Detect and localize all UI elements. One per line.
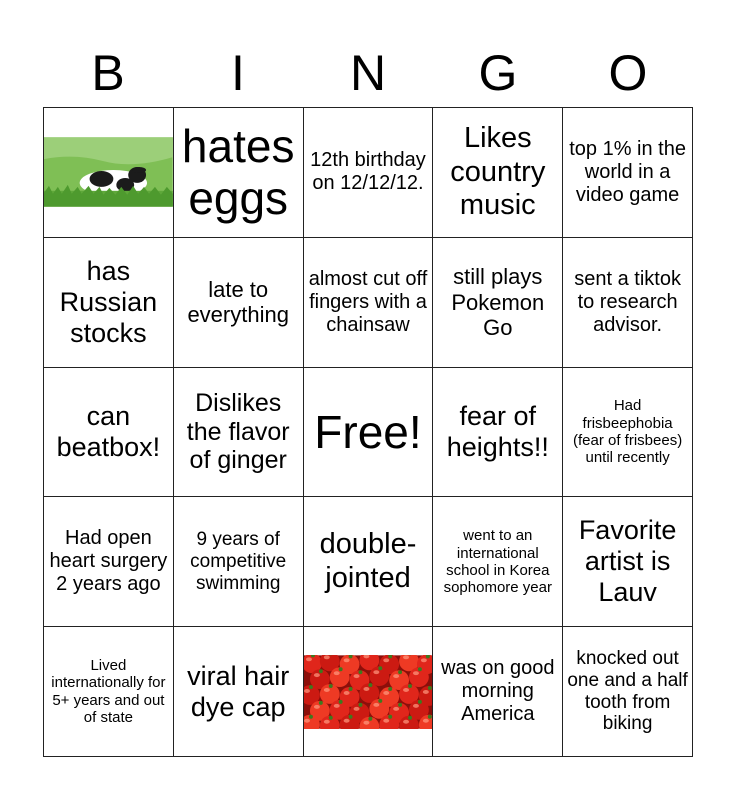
bingo-cell-r1c0[interactable]: has Russian stocks xyxy=(44,238,174,368)
bingo-cell-r3c4[interactable]: Favorite artist is Lauv xyxy=(563,497,693,627)
bingo-cell-r4c1[interactable]: viral hair dye cap xyxy=(174,627,304,757)
bingo-cell-r2c3[interactable]: fear of heights!! xyxy=(433,368,563,498)
header-letter-n: N xyxy=(349,45,387,101)
header-letter-o: O xyxy=(608,45,648,101)
bingo-header xyxy=(43,40,693,106)
bingo-grid xyxy=(43,107,693,757)
bingo-cell-r3c3[interactable]: went to an international school in Korea sophomore year xyxy=(433,497,563,627)
cow-image xyxy=(44,137,173,207)
bingo-cell-r0c4[interactable]: top 1% in the world in a video game xyxy=(563,108,693,238)
tomatoes-image xyxy=(304,655,433,729)
bingo-cell-r3c1[interactable]: 9 years of competitive swimming xyxy=(174,497,304,627)
bingo-cell-r4c3[interactable]: was on good morning America xyxy=(433,627,563,757)
bingo-cell-r4c0[interactable]: Lived internationally for 5+ years and out of state xyxy=(44,627,174,757)
bingo-cell-r0c1[interactable]: hates eggs xyxy=(174,108,304,238)
bingo-cell-r1c3[interactable]: still plays Pokemon Go xyxy=(433,238,563,368)
bingo-cell-r4c4[interactable]: knocked out one and a half tooth from biking xyxy=(563,627,693,757)
header-letter-g: G xyxy=(478,45,518,101)
bingo-cell-r2c4[interactable]: Had frisbeephobia (fear of frisbees) until recently xyxy=(563,368,693,498)
bingo-cell-r2c0[interactable]: can beatbox! xyxy=(44,368,174,498)
bingo-cell-r1c4[interactable]: sent a tiktok to research advisor. xyxy=(563,238,693,368)
bingo-cell-free[interactable]: Free! xyxy=(304,368,434,498)
bingo-cell-r0c0[interactable] xyxy=(44,108,174,238)
bingo-cell-r0c3[interactable]: Likes country music xyxy=(433,108,563,238)
bingo-cell-r2c1[interactable]: Dislikes the flavor of ginger xyxy=(174,368,304,498)
bingo-cell-r1c2[interactable]: almost cut off fingers with a chainsaw xyxy=(304,238,434,368)
bingo-cell-r3c2[interactable]: double-jointed xyxy=(304,497,434,627)
bingo-cell-r3c0[interactable]: Had open heart surgery 2 years ago xyxy=(44,497,174,627)
header-letter-i: I xyxy=(231,45,245,101)
bingo-cell-r4c2[interactable] xyxy=(304,627,434,757)
bingo-cell-r0c2[interactable]: 12th birthday on 12/12/12. xyxy=(304,108,434,238)
bingo-cell-r1c1[interactable]: late to everything xyxy=(174,238,304,368)
header-letter-b: B xyxy=(91,45,125,101)
